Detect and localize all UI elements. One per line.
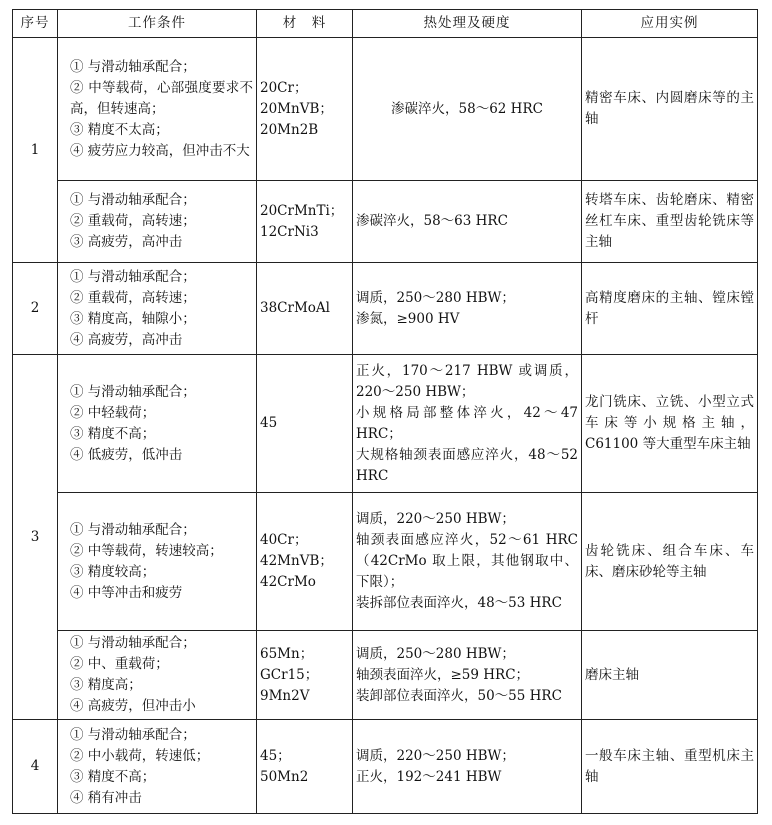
material-cell: 45； 50Mn2 [257,720,353,814]
header-material: 材 料 [257,10,353,38]
spindle-material-table [12,9,758,814]
working-condition-cell: ① 与滑动轴承配合； ② 中等载荷，心部强度要求不高，但转速高； ③ 精度不太高； ④ 疲劳应力较高，但冲击不大 [58,38,257,181]
header-heat-treatment: 热处理及硬度 [353,10,582,38]
application-cell: 磨床主轴 [582,631,758,720]
table-row [13,355,758,493]
heat-treatment-cell: 调质，250～280 HBW； 渗氮，≥900 HV [353,263,582,355]
heat-treatment-cell: 调质，220～250 HBW； 正火，192～241 HBW [353,720,582,814]
material-cell: 65Mn； GCr15； 9Mn2V [257,631,353,720]
table-row [13,720,758,814]
header-condition: 工作条件 [58,10,257,38]
application-cell: 龙门铣床、立铣、小型立式车床等小规格主轴，C61100 等大重型车床主轴 [582,355,758,493]
working-condition-cell: ① 与滑动轴承配合； ② 重载荷，高转速； ③ 高疲劳，高冲击 [58,181,257,263]
working-condition-cell: ① 与滑动轴承配合； ② 中轻载荷； ③ 精度不高； ④ 低疲劳，低冲击 [58,355,257,493]
heat-treatment-cell: 调质，220～250 HBW； 轴颈表面感应淬火，52～61 HRC（42CrMo 取上限，其他钢取中、下限）； 装拆部位表面淬火，48～53 HRC [353,493,582,631]
table-row [13,38,758,181]
material-cell: 20CrMnTi； 12CrNi3 [257,181,353,263]
application-cell: 齿轮铣床、组合车床、车床、磨床砂轮等主轴 [582,493,758,631]
row-number: 3 [13,355,58,720]
material-cell: 20Cr； 20MnVB； 20Mn2B [257,38,353,181]
heat-treatment-cell: 渗碳淬火，58～62 HRC [353,38,582,181]
row-number: 1 [13,38,58,263]
material-cell: 40Cr； 42MnVB； 42CrMo [257,493,353,631]
row-number: 4 [13,720,58,814]
application-cell: 一般车床主轴、重型机床主轴 [582,720,758,814]
application-cell: 精密车床、内圆磨床等的主轴 [582,38,758,181]
heat-treatment-cell: 调质，250～280 HBW； 轴颈表面淬火，≥59 HRC； 装卸部位表面淬火，50～55 HRC [353,631,582,720]
application-cell: 高精度磨床的主轴、镗床镗杆 [582,263,758,355]
material-cell: 45 [257,355,353,493]
working-condition-cell: ① 与滑动轴承配合； ② 中、重载荷； ③ 精度高； ④ 高疲劳，但冲击小 [58,631,257,720]
working-condition-cell: ① 与滑动轴承配合； ② 中等载荷，转速较高； ③ 精度较高； ④ 中等冲击和疲劳 [58,493,257,631]
working-condition-cell: ① 与滑动轴承配合； ② 重载荷，高转速； ③ 精度高，轴隙小； ④ 高疲劳，高冲击 [58,263,257,355]
header-application: 应用实例 [582,10,758,38]
table-row [13,493,758,631]
spindle-material-table-wrapper [12,9,758,814]
table-row [13,181,758,263]
header-row [13,10,758,38]
table-row [13,631,758,720]
row-number: 2 [13,263,58,355]
header-no: 序号 [13,10,58,38]
heat-treatment-cell: 正火，170～217 HBW 或调质，220～250 HBW； 小规格局部整体淬火，42～47 HRC； 大规格轴颈表面感应淬火，48～52 HRC [353,355,582,493]
heat-treatment-cell: 渗碳淬火，58～63 HRC [353,181,582,263]
material-cell: 38CrMoAl [257,263,353,355]
application-cell: 转塔车床、齿轮磨床、精密丝杠车床、重型齿轮铣床等主轴 [582,181,758,263]
table-row [13,263,758,355]
working-condition-cell: ① 与滑动轴承配合； ② 中小载荷，转速低； ③ 精度不高； ④ 稍有冲击 [58,720,257,814]
